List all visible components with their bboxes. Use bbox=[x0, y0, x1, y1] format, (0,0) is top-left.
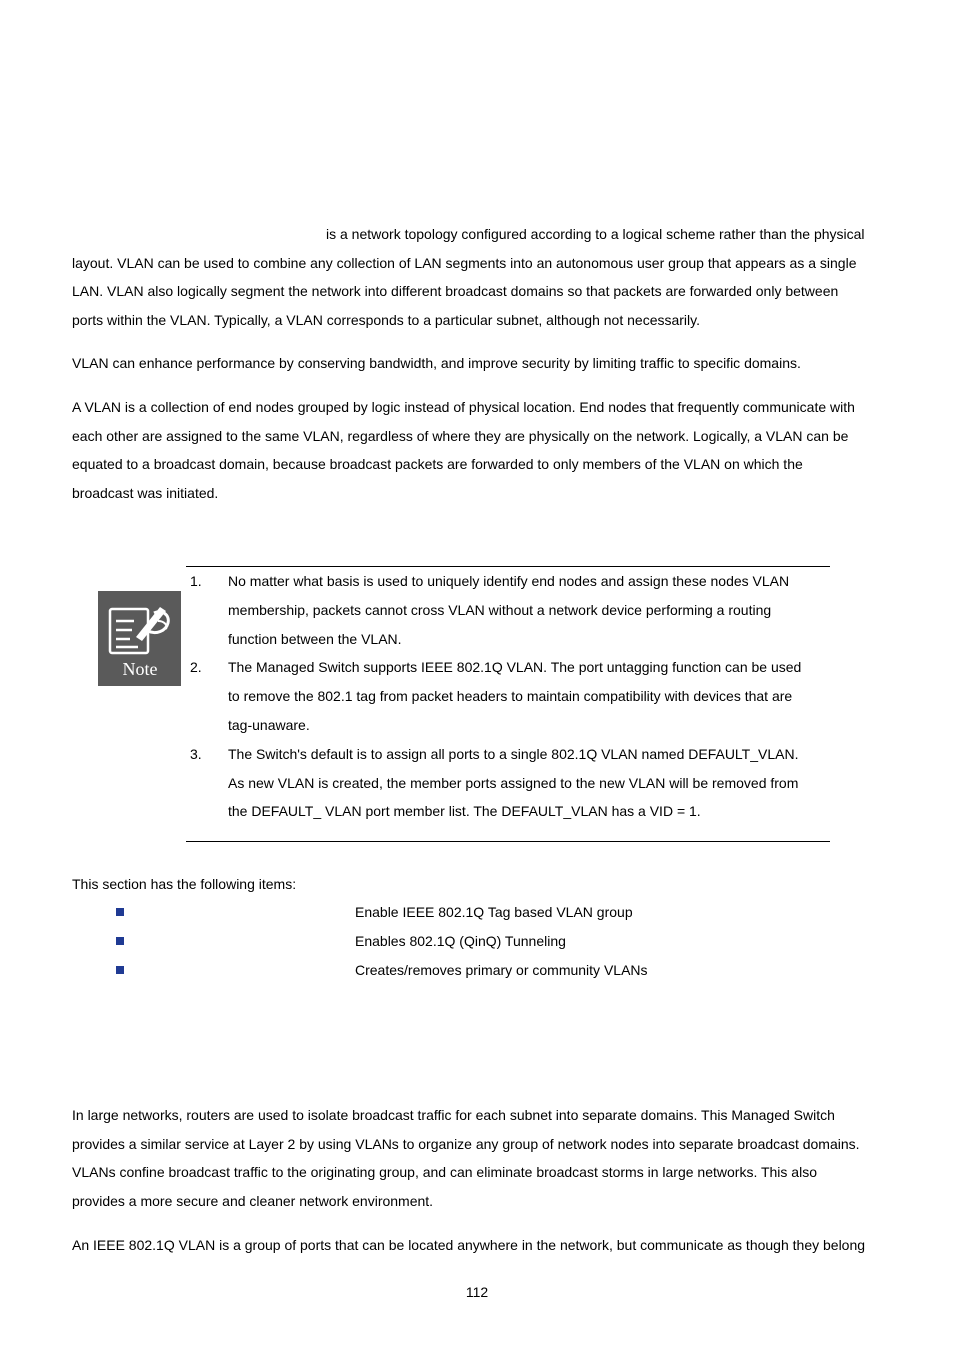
text-line: VLANs confine broadcast traffic to the originating group, and can eliminate broadcast storms in large networks. This also bbox=[72, 1164, 817, 1181]
text-line: An IEEE 802.1Q VLAN is a group of ports that can be located anywhere in the network, but communicate as though they belong bbox=[72, 1237, 866, 1253]
section-items-intro: This section has the following items: bbox=[72, 876, 297, 892]
note-item-text bbox=[188, 567, 828, 653]
text-line: VLAN can enhance performance by conserving bandwidth, and improve security by limiting traffic to specific domains. bbox=[72, 355, 801, 371]
section-item-description: Creates/removes primary or community VLANs bbox=[355, 962, 648, 978]
text-line: tag-unaware. bbox=[228, 716, 310, 733]
note-item bbox=[188, 740, 828, 826]
text-line: LAN. VLAN also logically segment the network into different broadcast domains so that packets are forwarded only between bbox=[72, 283, 839, 300]
section-item bbox=[116, 898, 816, 927]
note-icon bbox=[98, 591, 181, 686]
note-item-text bbox=[188, 653, 828, 739]
text-line: provides a similar service at Layer 2 by using VLANs to organize any group of network nodes into separate broadcast domains. bbox=[72, 1135, 860, 1152]
vlan-intro-paragraph bbox=[72, 220, 884, 335]
text-line: No matter what basis is used to uniquely identify end nodes and assign these nodes VLAN bbox=[228, 573, 790, 589]
note-item-number: 2. bbox=[190, 659, 202, 676]
text-line: layout. VLAN can be used to combine any collection of LAN segments into an autonomous user group that appears as a single bbox=[72, 254, 857, 271]
text-line: equated to a broadcast domain, because broadcast packets are forwarded to only members of the VLAN on which the bbox=[72, 456, 803, 473]
text-line: A VLAN is a collection of end nodes grouped by logic instead of physical location. End nodes that frequently communicate with bbox=[72, 399, 855, 415]
text-line: membership, packets cannot cross VLAN without a network device performing a routing bbox=[228, 601, 772, 618]
text-line: function between the VLAN. bbox=[228, 630, 402, 647]
vlan-definition-paragraph bbox=[72, 393, 884, 508]
section-items-list bbox=[116, 898, 816, 985]
text-line: The Switch's default is to assign all ports to a single 802.1Q VLAN named DEFAULT_VLAN. bbox=[228, 745, 799, 762]
note-item bbox=[188, 567, 828, 653]
text-line: The Managed Switch supports IEEE 802.1Q VLAN. The port untagging function can be used bbox=[228, 659, 802, 676]
text-line: is a network topology configured according to a logical scheme rather than the physical bbox=[326, 226, 865, 242]
text-line: each other are assigned to the same VLAN, regardless of where they are physically on the network. Logically, a VLAN can be bbox=[72, 427, 849, 444]
text-line: In large networks, routers are used to isolate broadcast traffic for each subnet into separate domains. This Managed Switch bbox=[72, 1107, 835, 1123]
section-item-description: Enables 802.1Q (QinQ) Tunneling bbox=[355, 933, 566, 949]
section-item bbox=[116, 927, 816, 956]
text-line: broadcast was initiated. bbox=[72, 485, 219, 502]
text-line: ports within the VLAN. Typically, a VLAN corresponds to a particular subnet, although not necessarily. bbox=[72, 312, 700, 329]
note-bottom-rule bbox=[186, 841, 830, 842]
section-item bbox=[116, 956, 816, 985]
vlan-performance-paragraph bbox=[72, 349, 884, 378]
note-icon-label: Note bbox=[122, 659, 158, 679]
vlan-isolation-paragraph bbox=[72, 1101, 884, 1216]
square-bullet-icon bbox=[116, 937, 124, 945]
text-line: As new VLAN is created, the member ports assigned to the new VLAN will be removed from bbox=[228, 774, 799, 791]
note-item-number: 3. bbox=[190, 745, 202, 762]
text-line: to remove the 802.1 tag from packet headers to maintain compatibility with devices that are bbox=[228, 688, 793, 705]
note-item-text bbox=[188, 740, 828, 826]
note-item-number: 1. bbox=[190, 573, 202, 589]
note-item bbox=[188, 653, 828, 739]
note-list bbox=[188, 567, 828, 826]
square-bullet-icon bbox=[116, 908, 124, 916]
text-line: the DEFAULT_ VLAN port member list. The DEFAULT_VLAN has a VID = 1. bbox=[228, 803, 701, 820]
section-item-description: Enable IEEE 802.1Q Tag based VLAN group bbox=[355, 904, 633, 920]
ieee-8021q-paragraph bbox=[72, 1231, 884, 1260]
page-number: 112 bbox=[465, 1284, 489, 1300]
text-line: provides a more secure and cleaner network environment. bbox=[72, 1193, 434, 1210]
square-bullet-icon bbox=[116, 966, 124, 974]
